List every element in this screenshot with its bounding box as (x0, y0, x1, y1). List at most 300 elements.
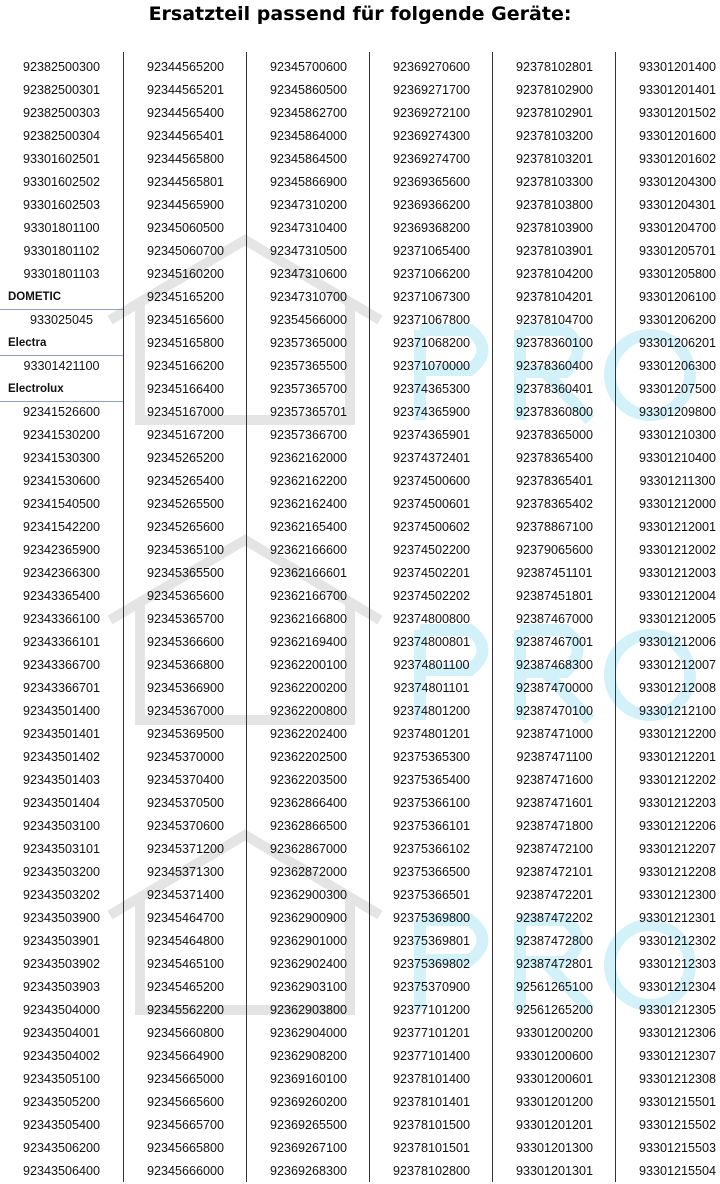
brand-header: Electra (0, 332, 123, 356)
model-number: 93301210400 (638, 451, 717, 465)
model-number: 92371065400 (392, 244, 471, 258)
model-number: 93301201300 (515, 1141, 594, 1155)
model-number: 93301212201 (638, 750, 717, 764)
model-number: 92345862700 (269, 106, 348, 120)
model-number: 92377101200 (392, 1003, 471, 1017)
model-number: 92387472800 (515, 934, 594, 948)
model-number: 92362867000 (269, 842, 348, 856)
model-number: 92561265100 (515, 980, 594, 994)
model-number: 92379065600 (515, 543, 594, 557)
model-number: 92387472201 (515, 888, 594, 902)
model-number: 92378103800 (515, 198, 594, 212)
model-number: 92345465100 (146, 957, 225, 971)
model-number: 92345860500 (269, 83, 348, 97)
model-number: 92375366102 (392, 842, 471, 856)
model-number: 92343503900 (22, 911, 101, 925)
model-number: 92341530200 (22, 428, 101, 442)
model-number: 92345465200 (146, 980, 225, 994)
model-number: 92387472101 (515, 865, 594, 879)
model-number: 92369260200 (269, 1095, 348, 1109)
model-number: 92378360800 (515, 405, 594, 419)
model-number: 92343366100 (22, 612, 101, 626)
model-number: 92347310500 (269, 244, 348, 258)
model-number: 93301200200 (515, 1026, 594, 1040)
model-number: 92369270600 (392, 60, 471, 74)
model-number: 92387471800 (515, 819, 594, 833)
model-number: 92374502201 (392, 566, 471, 580)
model-number: 92387470100 (515, 704, 594, 718)
model-number: 92345060700 (146, 244, 225, 258)
model-number: 92378103901 (515, 244, 594, 258)
model-number: 92345060500 (146, 221, 225, 235)
model-number: 93301212307 (638, 1049, 717, 1063)
model-number: 93301204300 (638, 175, 717, 189)
model-number: 93301801100 (23, 221, 100, 235)
model-number: 93301212005 (638, 612, 717, 626)
model-number: 93301201201 (515, 1118, 594, 1132)
model-number: 92362202500 (269, 750, 348, 764)
model-number: 92345700600 (269, 60, 348, 74)
model-number: 93301212203 (638, 796, 717, 810)
model-number: 92371068200 (392, 336, 471, 350)
model-number: 92343501400 (22, 704, 101, 718)
model-number: 92387467000 (515, 612, 594, 626)
model-number: 92345365500 (146, 566, 225, 580)
model-number: 92371067800 (392, 313, 471, 327)
model-number: 92362908200 (269, 1049, 348, 1063)
model-number: 92345666000 (146, 1164, 225, 1178)
model-number: 93301215502 (638, 1118, 717, 1132)
model-number: 92378365401 (515, 474, 594, 488)
model-number: 92362166800 (269, 612, 348, 626)
model-number: 92343504000 (22, 1003, 101, 1017)
model-number: 92362162200 (269, 474, 348, 488)
model-number: 92357365701 (269, 405, 348, 419)
model-number: 93301212208 (638, 865, 717, 879)
model-number: 92378104201 (515, 290, 594, 304)
model-number: 93301421100 (23, 359, 100, 373)
model-number: 92387451801 (515, 589, 594, 603)
model-number: 92357365700 (269, 382, 348, 396)
model-number: 93301207500 (638, 382, 717, 396)
model-number: 93301205800 (638, 267, 717, 281)
model-number: 92378104700 (515, 313, 594, 327)
model-number: 92343503101 (22, 842, 101, 856)
model-number: 93301206200 (638, 313, 717, 327)
model-number: 92343503202 (22, 888, 101, 902)
model-number: 93301201400 (638, 60, 717, 74)
model-number: 93301211300 (639, 474, 716, 488)
model-number: 92345664900 (146, 1049, 225, 1063)
model-number: 92344565800 (146, 152, 225, 166)
model-number: 92362872000 (269, 865, 348, 879)
model-number: 92343503903 (22, 980, 101, 994)
model-number: 92345665000 (146, 1072, 225, 1086)
model-number: 93301206100 (638, 290, 717, 304)
model-number: 92345371200 (146, 842, 225, 856)
model-number: 93301212100 (638, 704, 717, 718)
model-number: 92374365300 (392, 382, 471, 396)
model-number: 92362169400 (269, 635, 348, 649)
model-number: 92378365402 (515, 497, 594, 511)
model-number: 93301204301 (638, 198, 717, 212)
model-number: 92374500600 (392, 474, 471, 488)
model-number: 92343501401 (22, 727, 101, 741)
model-number: 92345660800 (146, 1026, 225, 1040)
model-number: 92343366101 (22, 635, 101, 649)
model-number: 92378360400 (515, 359, 594, 373)
model-number: 92342365900 (22, 543, 101, 557)
model-number: 93301212308 (638, 1072, 717, 1086)
model-number: 92345369500 (146, 727, 225, 741)
model-number: 92378867100 (515, 520, 594, 534)
model-number: 92375366101 (392, 819, 471, 833)
model-number: 93301212004 (638, 589, 717, 603)
page-title: Ersatzteil passend für folgende Geräte: (148, 3, 572, 25)
model-number: 92371067300 (392, 290, 471, 304)
model-number: 92375366100 (392, 796, 471, 810)
model-number: 93301212007 (638, 658, 717, 672)
brand-header: DOMETIC (0, 286, 123, 310)
model-number: 92378101501 (392, 1141, 471, 1155)
model-number: 93301201401 (638, 83, 717, 97)
model-number: 92343365400 (22, 589, 101, 603)
model-number: 92374372401 (392, 451, 471, 465)
model-number: 92375369800 (392, 911, 471, 925)
model-number: 93301212008 (638, 681, 717, 695)
model-number: 92343506200 (22, 1141, 101, 1155)
model-number: 92377101400 (392, 1049, 471, 1063)
model-number: 92357365500 (269, 359, 348, 373)
model-number: 92345864500 (269, 152, 348, 166)
model-number: 92344565401 (146, 129, 225, 143)
model-number: 93301212207 (638, 842, 717, 856)
model-number: 92387468300 (515, 658, 594, 672)
model-number: 92345166400 (146, 382, 225, 396)
model-number: 92387471601 (515, 796, 594, 810)
model-number: 92369272100 (392, 106, 471, 120)
model-number: 92374801101 (393, 681, 470, 695)
model-number: 92341526600 (22, 405, 101, 419)
model-number: 92343505400 (22, 1118, 101, 1132)
model-number: 93301206300 (638, 359, 717, 373)
model-number: 92378102901 (515, 106, 594, 120)
model-number: 92345464700 (146, 911, 225, 925)
model-number: 92378101401 (392, 1095, 471, 1109)
model-number: 92375370900 (392, 980, 471, 994)
model-number: 92343504001 (22, 1026, 101, 1040)
model-number: 92362900900 (269, 911, 348, 925)
model-number: 92374365900 (392, 405, 471, 419)
model-number: 92378101400 (392, 1072, 471, 1086)
model-number: 92344565200 (146, 60, 225, 74)
model-number: 92343504002 (22, 1049, 101, 1063)
model-number: 92387472100 (515, 842, 594, 856)
model-number: 92345166200 (146, 359, 225, 373)
model-number: 92362166601 (269, 566, 348, 580)
model-number: 93301212000 (638, 497, 717, 511)
model-number: 92347310400 (269, 221, 348, 235)
model-number: 92341530600 (22, 474, 101, 488)
model-number: 92374800800 (392, 612, 471, 626)
model-number: 92343501402 (22, 750, 101, 764)
model-number: 92344565201 (146, 83, 225, 97)
model-number: 92344565400 (146, 106, 225, 120)
model-number: 92387467001 (515, 635, 594, 649)
model-number: 92362903800 (269, 1003, 348, 1017)
model-number: 93301210300 (638, 428, 717, 442)
model-number: 92374502200 (392, 543, 471, 557)
model-number: 92387472801 (515, 957, 594, 971)
model-number: 93301209800 (638, 405, 717, 419)
model-number: 92375365400 (392, 773, 471, 787)
model-number: 92343501403 (22, 773, 101, 787)
model-number: 92345371300 (146, 865, 225, 879)
model-number: 92374502202 (392, 589, 471, 603)
model-number: 92369274300 (392, 129, 471, 143)
model-number: 93301212300 (638, 888, 717, 902)
model-number: 92369368200 (392, 221, 471, 235)
model-number: 93301205701 (638, 244, 717, 258)
model-number: 92345167200 (146, 428, 225, 442)
model-number: 92362900300 (269, 888, 348, 902)
model-number: 92343503901 (22, 934, 101, 948)
model-number: 92374801201 (392, 727, 471, 741)
model-number: 93301201602 (638, 152, 717, 166)
model-number: 92387451101 (516, 566, 593, 580)
model-number: 92362901000 (269, 934, 348, 948)
model-number: 93301200601 (515, 1072, 594, 1086)
model-number: 92343366700 (22, 658, 101, 672)
model-number: 92371066200 (392, 267, 471, 281)
model-number: 93301212303 (638, 957, 717, 971)
model-number: 92362902400 (269, 957, 348, 971)
model-number: 92345160200 (146, 267, 225, 281)
model-number: 92343503100 (22, 819, 101, 833)
model-number-table (0, 52, 720, 1182)
model-number: 92378102900 (515, 83, 594, 97)
model-number: 92362904000 (269, 1026, 348, 1040)
model-number: 92345165600 (146, 313, 225, 327)
model-number: 92345366800 (146, 658, 225, 672)
column-3 (246, 52, 370, 1182)
model-number: 92362203500 (269, 773, 348, 787)
model-number: 93301215503 (638, 1141, 717, 1155)
model-number: 92378102800 (392, 1164, 471, 1178)
model-number: 92345365700 (146, 612, 225, 626)
model-number: 92343503902 (22, 957, 101, 971)
model-number: 92341542200 (22, 520, 101, 534)
model-number: 92347310700 (269, 290, 348, 304)
model-number: 93301212304 (638, 980, 717, 994)
model-number: 92345265500 (146, 497, 225, 511)
model-number: 92345367000 (146, 704, 225, 718)
model-number: 92362162400 (269, 497, 348, 511)
model-number: 92345665800 (146, 1141, 225, 1155)
model-number: 92378103200 (515, 129, 594, 143)
model-number: 92345165200 (146, 290, 225, 304)
model-number: 93301215504 (638, 1164, 717, 1178)
model-number: 92382500304 (22, 129, 101, 143)
model-number: 92561265200 (515, 1003, 594, 1017)
model-number: 92344565900 (146, 198, 225, 212)
column-5 (492, 52, 616, 1182)
model-number: 93301602502 (22, 175, 101, 189)
model-number: 92357366700 (269, 428, 348, 442)
model-number: 92344565801 (146, 175, 225, 189)
model-number: 92374500602 (392, 520, 471, 534)
model-number: 92345370400 (146, 773, 225, 787)
model-number: 92345866900 (269, 175, 348, 189)
model-number: 92343366701 (22, 681, 101, 695)
model-number: 93301212305 (638, 1003, 717, 1017)
model-number: 92345265400 (146, 474, 225, 488)
model-number: 92345366600 (146, 635, 225, 649)
model-number: 92362903100 (269, 980, 348, 994)
model-number: 92345265600 (146, 520, 225, 534)
model-number: 93301201502 (638, 106, 717, 120)
model-number: 92345562200 (146, 1003, 225, 1017)
model-number: 93301201600 (638, 129, 717, 143)
model-number: 93301206201 (638, 336, 717, 350)
model-number: 92362866400 (269, 796, 348, 810)
model-number: 933025045 (29, 313, 94, 327)
model-number: 93301212301 (638, 911, 717, 925)
model-number: 92345167000 (146, 405, 225, 419)
model-number: 92369271700 (392, 83, 471, 97)
model-number: 93301200600 (515, 1049, 594, 1063)
model-number: 92387471100 (516, 750, 593, 764)
model-number: 92343506400 (22, 1164, 101, 1178)
model-number: 92345370000 (146, 750, 225, 764)
model-number: 92378103300 (515, 175, 594, 189)
model-number: 92375366500 (392, 865, 471, 879)
model-number: 92378365400 (515, 451, 594, 465)
model-number: 92341530300 (22, 451, 101, 465)
model-number: 92345365600 (146, 589, 225, 603)
model-number: 92374365901 (392, 428, 471, 442)
model-number: 92343505100 (22, 1072, 101, 1086)
model-number: 92387471600 (515, 773, 594, 787)
model-number: 93301212200 (638, 727, 717, 741)
model-number: 93301212206 (638, 819, 717, 833)
model-number: 92369268300 (269, 1164, 348, 1178)
model-number: 92345665600 (146, 1095, 225, 1109)
model-number: 92362166600 (269, 543, 348, 557)
model-number: 93301201200 (515, 1095, 594, 1109)
model-number: 92362162000 (269, 451, 348, 465)
model-number: 93301212202 (638, 773, 717, 787)
model-number: 92374500601 (392, 497, 471, 511)
model-number: 93301212001 (638, 520, 717, 534)
model-number: 93301204700 (638, 221, 717, 235)
model-number: 92369274700 (392, 152, 471, 166)
model-number: 92345665700 (146, 1118, 225, 1132)
model-number: 92345371400 (146, 888, 225, 902)
model-number: 92375369802 (392, 957, 471, 971)
model-number: 92378103201 (515, 152, 594, 166)
model-number: 93301201301 (515, 1164, 594, 1178)
model-number: 92345365100 (146, 543, 225, 557)
model-number: 92362166700 (269, 589, 348, 603)
column-6 (615, 52, 720, 1182)
model-number: 93301212302 (638, 934, 717, 948)
model-number: 92378360100 (515, 336, 594, 350)
model-number: 93301212003 (638, 566, 717, 580)
model-number: 93301602501 (22, 152, 101, 166)
column-2 (123, 52, 247, 1182)
model-number: 92345464800 (146, 934, 225, 948)
model-number: 92375366501 (392, 888, 471, 902)
model-number: 92362202400 (269, 727, 348, 741)
model-number: 92374801100 (393, 658, 470, 672)
model-number: 92343503200 (22, 865, 101, 879)
model-number: 93301212002 (638, 543, 717, 557)
model-number: 93301602503 (22, 198, 101, 212)
model-number: 92345165800 (146, 336, 225, 350)
model-number: 92354566000 (269, 313, 348, 327)
model-number: 92347310600 (269, 267, 348, 281)
model-number: 92382500300 (22, 60, 101, 74)
model-number: 92345864000 (269, 129, 348, 143)
model-number: 92387472202 (515, 911, 594, 925)
model-number: 92362200200 (269, 681, 348, 695)
model-number: 92362866500 (269, 819, 348, 833)
model-number: 93301212306 (638, 1026, 717, 1040)
model-number: 92378103900 (515, 221, 594, 235)
model-number: 92369366200 (392, 198, 471, 212)
model-number: 92343501404 (22, 796, 101, 810)
model-number: 92345370500 (146, 796, 225, 810)
model-number: 92362165400 (269, 520, 348, 534)
column-1 (0, 52, 123, 1182)
model-number: 92387471000 (515, 727, 594, 741)
model-number: 93301212006 (638, 635, 717, 649)
model-number: 92374801200 (392, 704, 471, 718)
model-number: 92342366300 (22, 566, 101, 580)
model-number: 92341540500 (22, 497, 101, 511)
model-number: 92375365300 (392, 750, 471, 764)
model-number: 92369160100 (269, 1072, 348, 1086)
model-number: 92362200100 (269, 658, 348, 672)
model-number: 93301801103 (23, 267, 100, 281)
model-number: 92369265500 (269, 1118, 348, 1132)
model-number: 92371070000 (392, 359, 471, 373)
model-number: 92378102801 (515, 60, 594, 74)
model-number: 92345370600 (146, 819, 225, 833)
model-number: 92374800801 (392, 635, 471, 649)
brand-header: Electrolux (0, 378, 123, 402)
model-number: 92377101201 (392, 1026, 471, 1040)
model-number: 92357365000 (269, 336, 348, 350)
model-number: 92345366900 (146, 681, 225, 695)
model-number: 92369267100 (269, 1141, 348, 1155)
model-number: 93301215501 (638, 1095, 717, 1109)
model-number: 92378104200 (515, 267, 594, 281)
model-number: 92378101500 (392, 1118, 471, 1132)
model-number: 92378360401 (515, 382, 594, 396)
model-number: 92382500301 (22, 83, 101, 97)
model-number: 93301801102 (23, 244, 100, 258)
model-number: 92387470000 (515, 681, 594, 695)
model-number: 92343505200 (22, 1095, 101, 1109)
model-number: 92369365600 (392, 175, 471, 189)
column-4 (369, 52, 493, 1182)
model-number: 92347310200 (269, 198, 348, 212)
model-number: 92375369801 (392, 934, 471, 948)
model-number: 92378365000 (515, 428, 594, 442)
model-number: 92382500303 (22, 106, 101, 120)
